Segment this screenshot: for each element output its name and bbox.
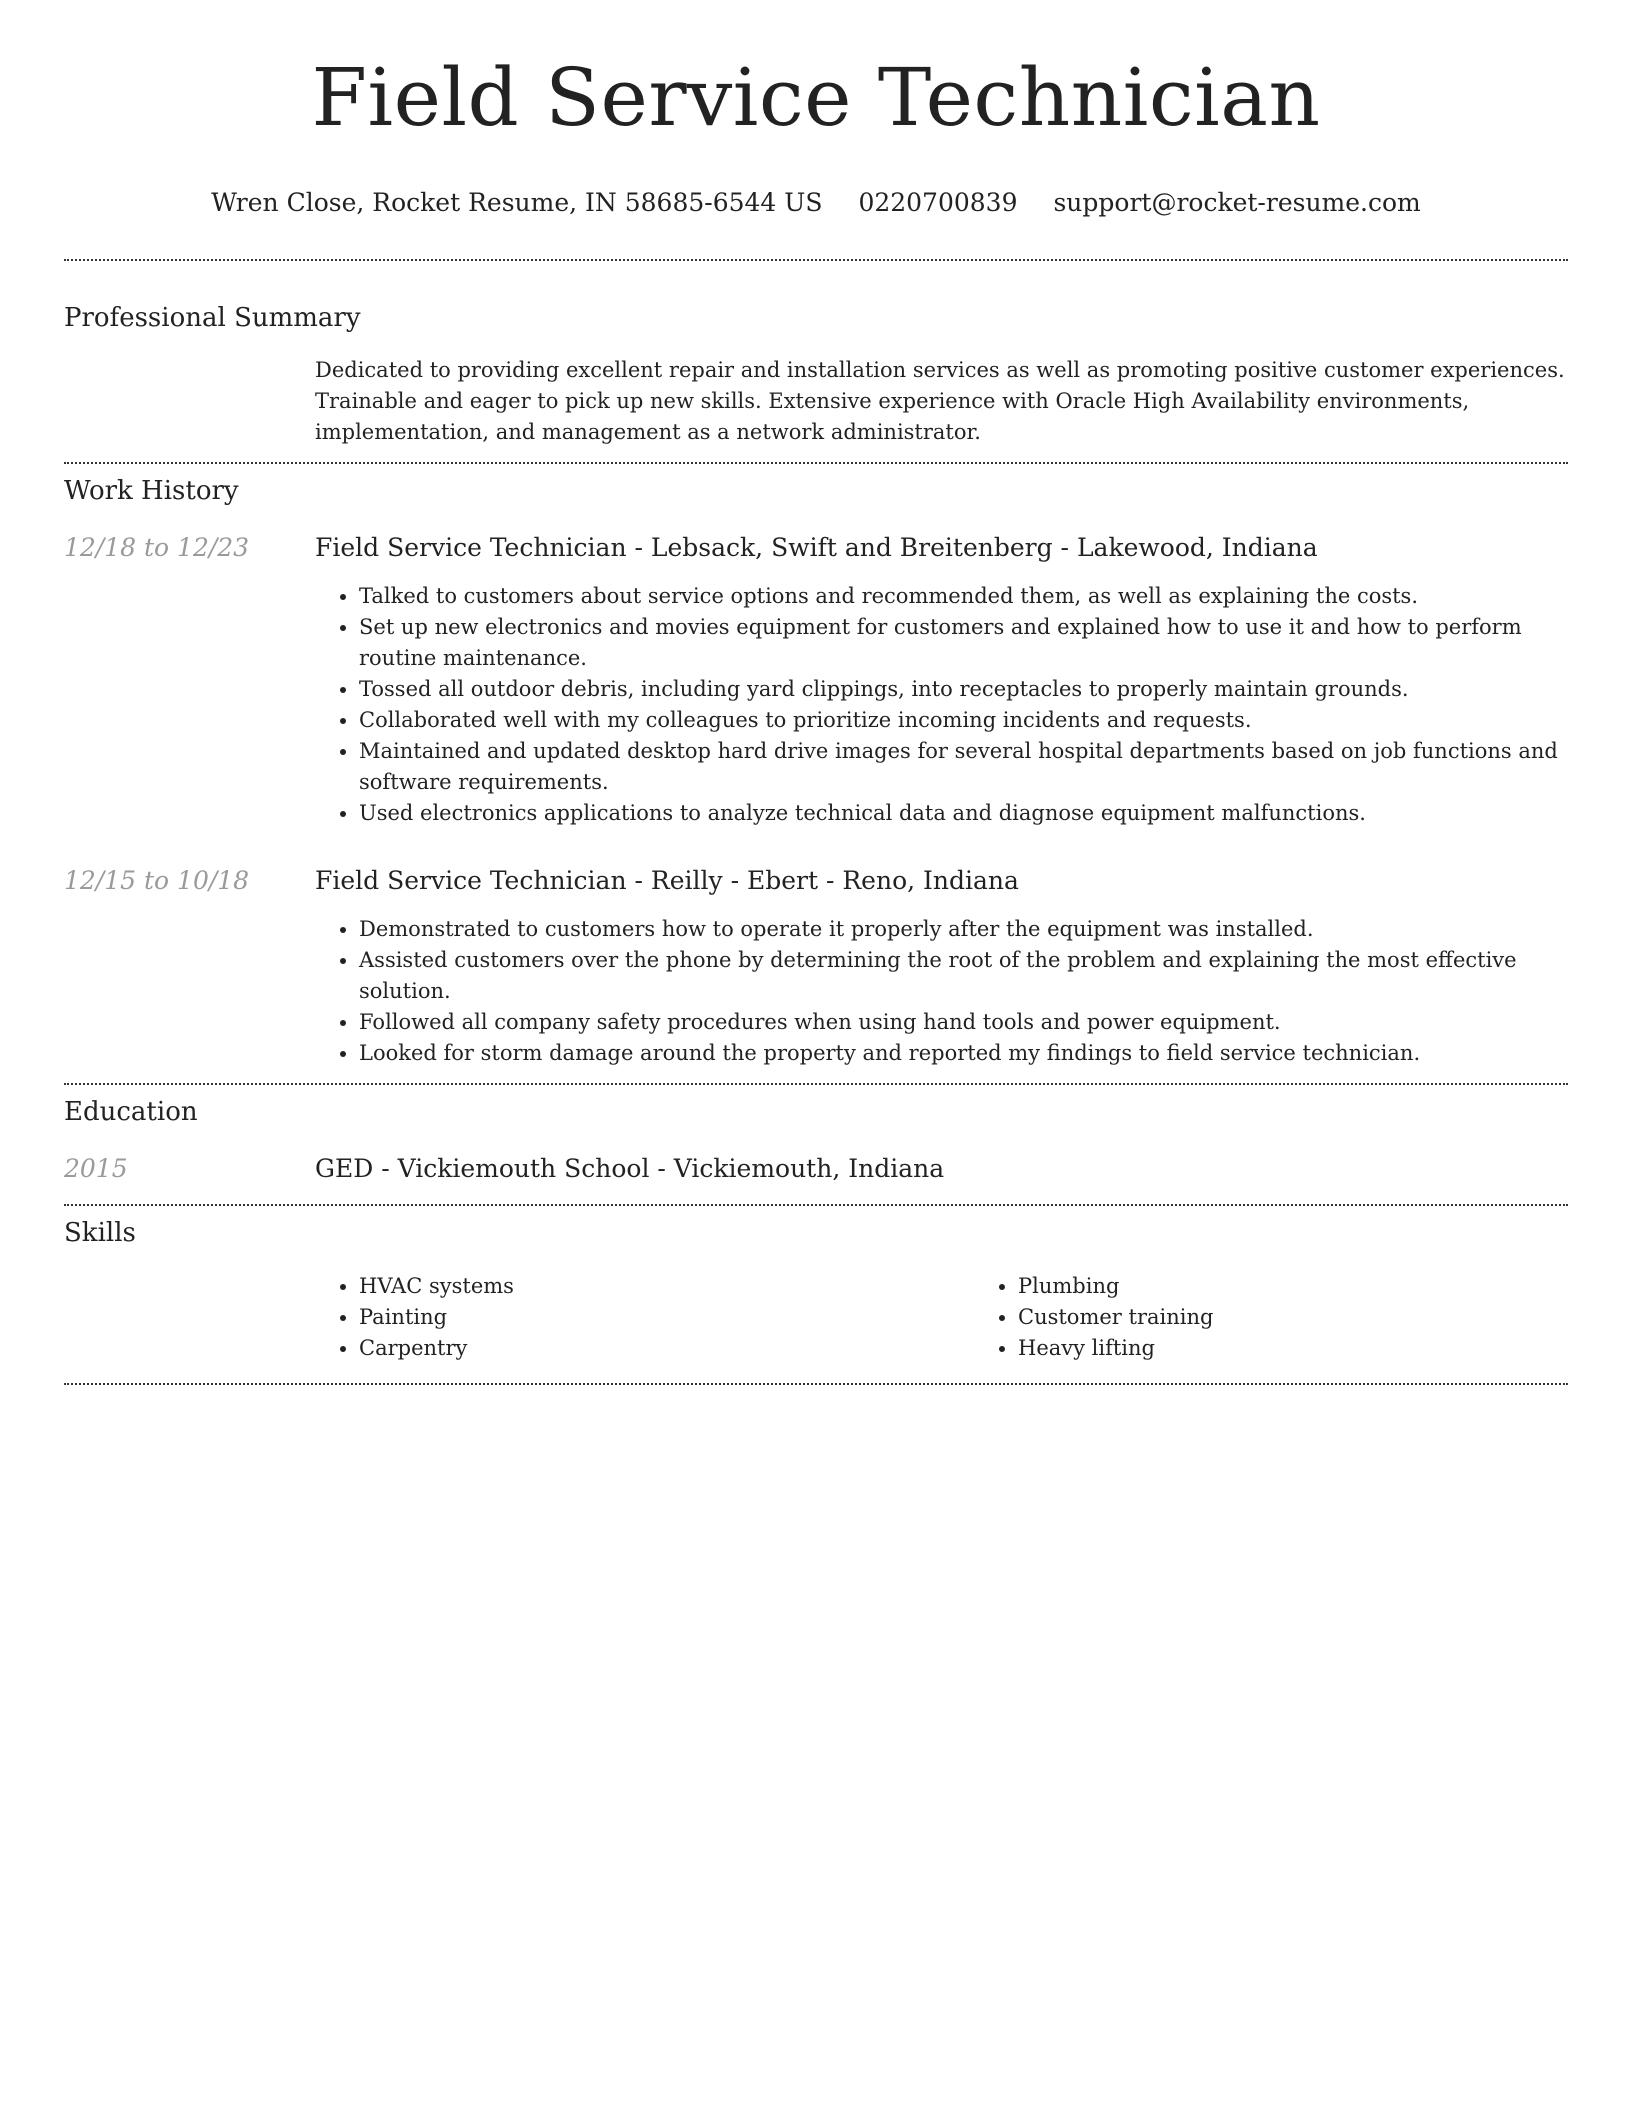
job-details <box>315 532 1568 829</box>
job-heading: Field Service Technician - Lebsack, Swift and Breitenberg - Lakewood, Indiana <box>315 533 1318 562</box>
divider <box>64 259 1568 261</box>
list-item: • Demonstrated to customers how to operate it properly after the equipment was installed. <box>359 914 1568 945</box>
education-heading: GED - Vickiemouth School - Vickiemouth, Indiana <box>315 1154 945 1183</box>
job-entry <box>64 532 1568 829</box>
section-title-skills: Skills <box>64 1218 136 1248</box>
summary-text: Dedicated to providing excellent repair and installation services as well as promoting positive customer experiences. Trainable and eager to pick up new skills. Extensive experience with Oracle High Availability environments, implementation, and management as a network administrator. <box>315 358 1565 444</box>
skills-grid <box>315 1271 1632 1364</box>
skill-item: • HVAC systems <box>359 1271 974 1302</box>
job-entry <box>64 865 1568 1069</box>
candidate-name: Field Service Technician <box>311 51 1321 144</box>
job-bullets <box>315 914 1568 1069</box>
summary-left-spacer <box>64 355 315 448</box>
divider <box>64 1083 1568 1085</box>
contact-line <box>64 186 1568 220</box>
list-item: • Tossed all outdoor debris, including yard clippings, into receptacles to properly maintain grounds. <box>359 674 1568 705</box>
divider <box>64 1383 1568 1385</box>
job-bullets <box>315 581 1568 829</box>
list-item: • Set up new electronics and movies equipment for customers and explained how to use it and how to perform routine maintenance. <box>359 612 1568 674</box>
education-year: 2015 <box>64 1154 128 1183</box>
job-dates: 12/15 to 10/18 <box>64 866 250 895</box>
list-item: • Assisted customers over the phone by determining the root of the problem and explaining the most effective solution. <box>359 945 1568 1007</box>
section-title-education: Education <box>64 1097 198 1127</box>
list-item: • Followed all company safety procedures when using hand tools and power equipment. <box>359 1007 1568 1038</box>
skills-row <box>64 1271 1568 1364</box>
skills-left-spacer <box>64 1271 315 1364</box>
skill-item: • Plumbing <box>1018 1271 1632 1302</box>
skill-item: • Customer training <box>1018 1302 1632 1333</box>
address: Wren Close, Rocket Resume, IN 58685-6544 US <box>211 188 823 217</box>
summary-row <box>64 355 1568 448</box>
divider <box>64 1204 1568 1206</box>
section-title-work-history: Work History <box>64 476 239 506</box>
job-heading: Field Service Technician - Reilly - Ebert - Reno, Indiana <box>315 866 1019 895</box>
list-item: • Maintained and updated desktop hard drive images for several hospital departments based on job functions and software requirements. <box>359 736 1568 798</box>
section-title-summary: Professional Summary <box>64 303 361 333</box>
list-item: • Used electronics applications to analyze technical data and diagnose equipment malfunctions. <box>359 798 1568 829</box>
job-details <box>315 865 1568 1069</box>
skills-column-1 <box>315 1271 974 1364</box>
email: support@rocket-resume.com <box>1053 188 1421 217</box>
skill-item: • Painting <box>359 1302 974 1333</box>
divider <box>64 462 1568 464</box>
skill-item: • Heavy lifting <box>1018 1333 1632 1364</box>
skill-item: • Carpentry <box>359 1333 974 1364</box>
education-entry <box>64 1153 1568 1185</box>
list-item: • Collaborated well with my colleagues to prioritize incoming incidents and requests. <box>359 705 1568 736</box>
skills-column-2 <box>974 1271 1632 1364</box>
phone: 0220700839 <box>858 188 1018 217</box>
list-item: • Looked for storm damage around the property and reported my findings to field service technician. <box>359 1038 1568 1069</box>
job-dates: 12/18 to 12/23 <box>64 533 250 562</box>
list-item: • Talked to customers about service options and recommended them, as well as explaining the costs. <box>359 581 1568 612</box>
